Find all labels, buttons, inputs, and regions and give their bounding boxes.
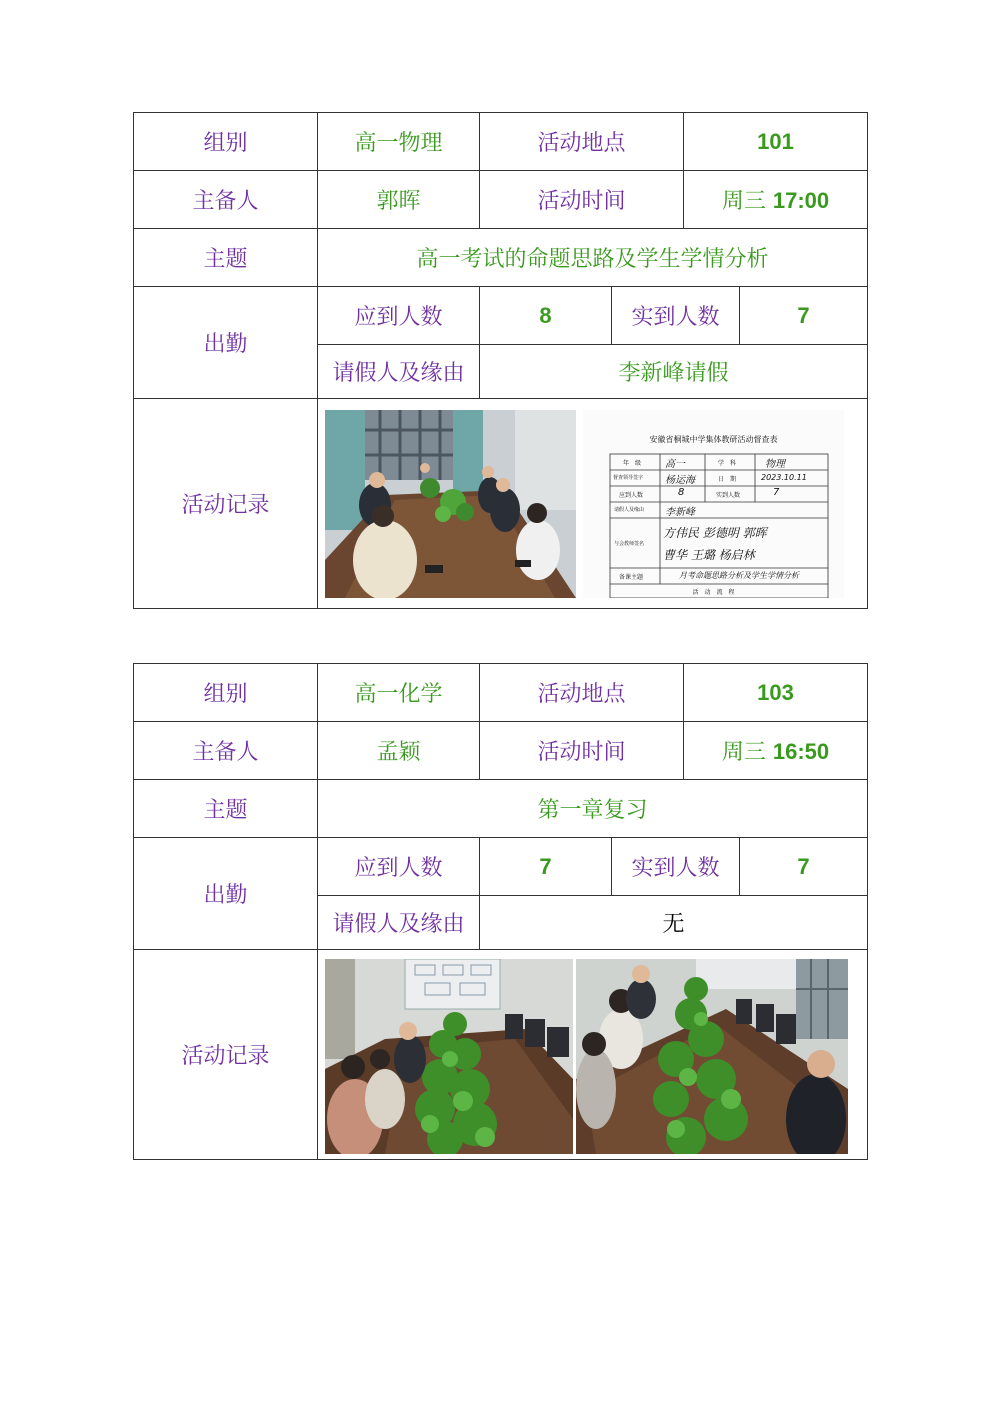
form-expected-label: 应到人数 <box>619 492 644 499</box>
form-row-2 <box>583 474 844 486</box>
leave-value: 无 <box>480 896 868 950</box>
meeting-photo <box>325 410 576 598</box>
form-actual-value: 7 <box>773 487 780 498</box>
leave-value: 李新峰请假 <box>480 345 868 399</box>
location-label: 活动地点 <box>480 664 684 722</box>
record-label: 活动记录 <box>134 399 318 609</box>
lead-label: 主备人 <box>134 722 318 780</box>
form-inspector-label: 督查领导签字 <box>613 475 644 481</box>
attendance-form-scan <box>583 410 844 598</box>
time-prefix: 周三 <box>721 740 766 765</box>
form-grade-value: 高一 <box>665 459 685 470</box>
expected-label: 应到人数 <box>318 838 480 896</box>
form-date-value: 2023.10.11 <box>761 473 807 482</box>
topic-label: 主题 <box>134 780 318 838</box>
meeting-photo <box>576 959 848 1154</box>
form-row-4 <box>583 506 844 518</box>
lead-value: 郭晖 <box>318 171 480 229</box>
topic-label: 主题 <box>134 229 318 287</box>
form-topic-label: 备课主题 <box>619 574 644 581</box>
location-value: 103 <box>684 664 868 722</box>
form-teachers-label: 与会教师签名 <box>614 541 645 547</box>
location-value: 101 <box>684 113 868 171</box>
form-row-1 <box>583 458 844 470</box>
attendance-label: 出勤 <box>134 838 318 950</box>
lead-value: 孟颖 <box>318 722 480 780</box>
form-teachers-line-1: 方伟民 彭德明 郭晖 <box>663 526 767 540</box>
form-row-3 <box>583 487 844 502</box>
form-leave-value: 李新峰 <box>665 507 695 518</box>
group-value: 高一物理 <box>318 113 480 171</box>
form-row-5 <box>583 518 844 568</box>
lead-label: 主备人 <box>134 171 318 229</box>
time-prefix: 周三 <box>721 189 766 214</box>
actual-label: 实到人数 <box>612 287 740 345</box>
leave-label: 请假人及缘由 <box>318 345 480 399</box>
leave-label: 请假人及缘由 <box>318 896 480 950</box>
time-label: 活动时间 <box>480 171 684 229</box>
form-grade-label: 年 级 <box>623 460 642 467</box>
form-row-7: 活 动 流 程 <box>692 589 735 596</box>
time-value: 17:00 <box>772 188 830 213</box>
group-value: 高一化学 <box>318 664 480 722</box>
group-label: 组别 <box>134 664 318 722</box>
topic-value: 第一章复习 <box>318 780 868 838</box>
form-topic-value: 月考命题思路分析及学生学情分析 <box>679 571 799 580</box>
time-value-cell <box>684 722 868 780</box>
actual-label: 实到人数 <box>612 838 740 896</box>
record-label: 活动记录 <box>134 950 318 1160</box>
time-value-cell <box>684 171 868 229</box>
form-leave-label: 请假人及缘由 <box>614 507 645 513</box>
time-value: 16:50 <box>772 739 830 764</box>
expected-value: 7 <box>480 838 612 896</box>
expected-value: 8 <box>480 287 612 345</box>
location-label: 活动地点 <box>480 113 684 171</box>
form-title: 安徽省桐城中学集体教研活动督查表 <box>649 435 778 444</box>
form-subject-label: 学 科 <box>718 460 737 467</box>
attendance-label: 出勤 <box>134 287 318 399</box>
meeting-photo <box>325 959 573 1154</box>
form-expected-value: 8 <box>678 487 685 498</box>
form-inspector-value: 杨运海 <box>665 475 695 486</box>
actual-value: 7 <box>740 838 868 896</box>
expected-label: 应到人数 <box>318 287 480 345</box>
form-date-label: 日 期 <box>718 476 737 483</box>
form-teachers-line-2: 曹华 王璐 杨启林 <box>663 548 755 562</box>
actual-value: 7 <box>740 287 868 345</box>
form-row-6 <box>583 572 844 584</box>
form-subject-value: 物理 <box>765 459 785 470</box>
time-label: 活动时间 <box>480 722 684 780</box>
group-label: 组别 <box>134 113 318 171</box>
topic-value: 高一考试的命题思路及学生学情分析 <box>318 229 868 287</box>
form-actual-label: 实到人数 <box>716 492 741 499</box>
